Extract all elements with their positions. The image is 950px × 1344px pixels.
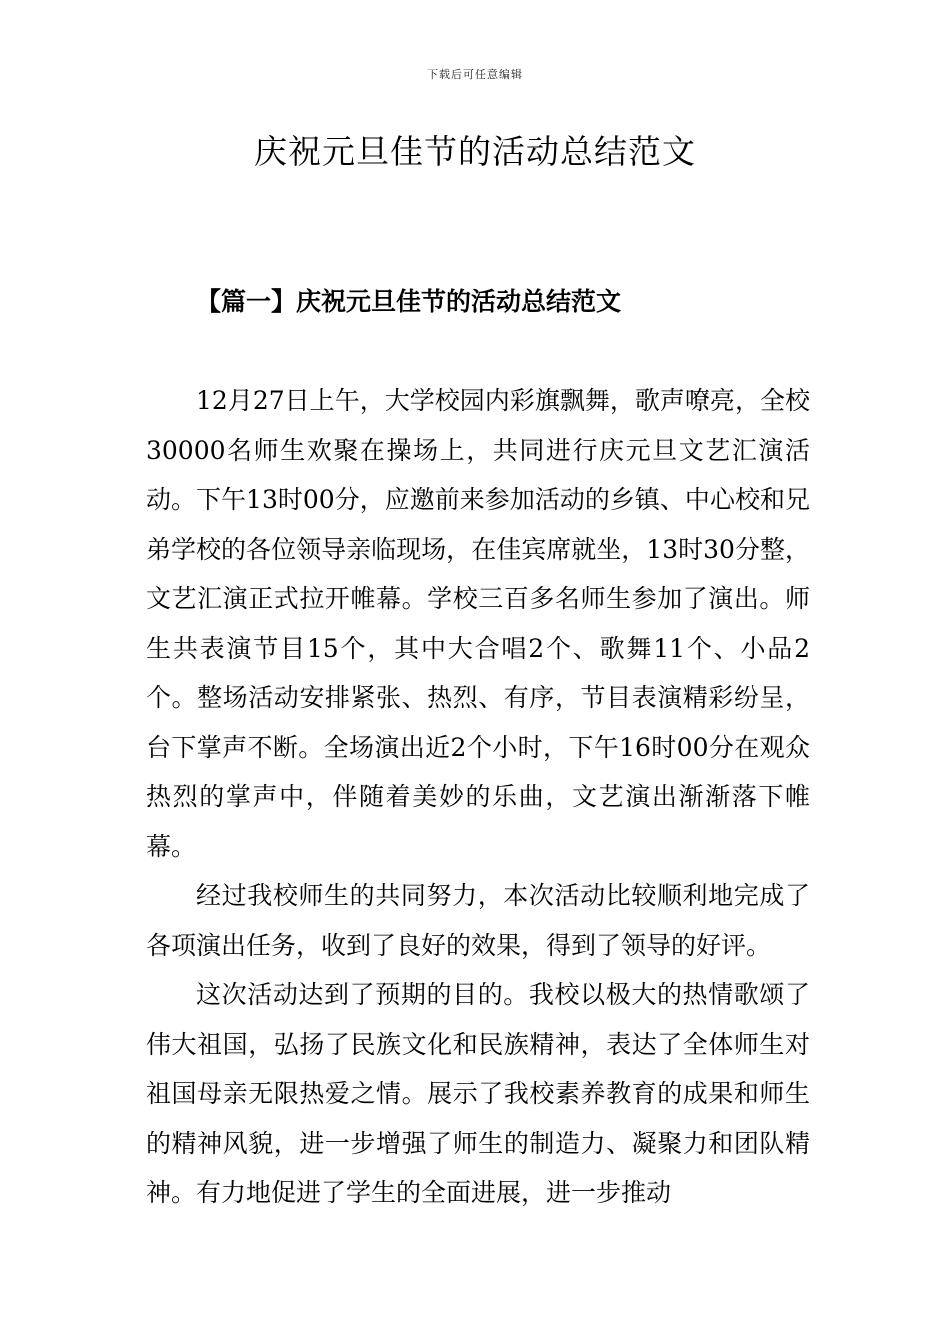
paragraph-3: 这次活动达到了预期的目的。我校以极大的热情歌颂了伟大祖国，弘扬了民族文化和民族精神，表达了全体师生对祖国母亲无限热爱之情。展示了我校素养教育的成果和师生的精神风貌，进一步增强了师生的制造力、凝聚力和团队精神。有力地促进了学生的全面进展，进一步推动	[146, 980, 810, 1207]
section-heading: 【篇一】庆祝元旦佳节的活动总结范文	[196, 287, 622, 316]
document-title: 庆祝元旦佳节的活动总结范文	[254, 132, 696, 171]
paragraph-1: 12月27日上午，大学校园内彩旗飘舞，歌声嘹亮，全校30000名师生欢聚在操场上，共同进行庆元旦文艺汇演活动。下午13时00分，应邀前来参加活动的乡镇、中心校和兄弟学校的各位领导亲临现场，在佳宾席就坐，13时30分整，文艺汇演正式拉开帷幕。学校三百多名师生参加了演出。师生共表演节目15个，其中大合唱2个、歌舞11个、小品2个。整场活动安排紧张、热烈、有序，节目表演精彩纷呈，台下掌声不断。全场演出近2个小时，下午16时00分在观众热烈的掌声中，伴随着美妙的乐曲，文艺演出渐渐落下帷幕。	[146, 386, 810, 861]
header-note: 下载后可任意编辑	[427, 68, 523, 81]
body-text	[146, 376, 810, 1218]
paragraph-2: 经过我校师生的共同努力，本次活动比较顺利地完成了各项演出任务，收到了良好的效果，得到了领导的好评。	[146, 881, 810, 960]
